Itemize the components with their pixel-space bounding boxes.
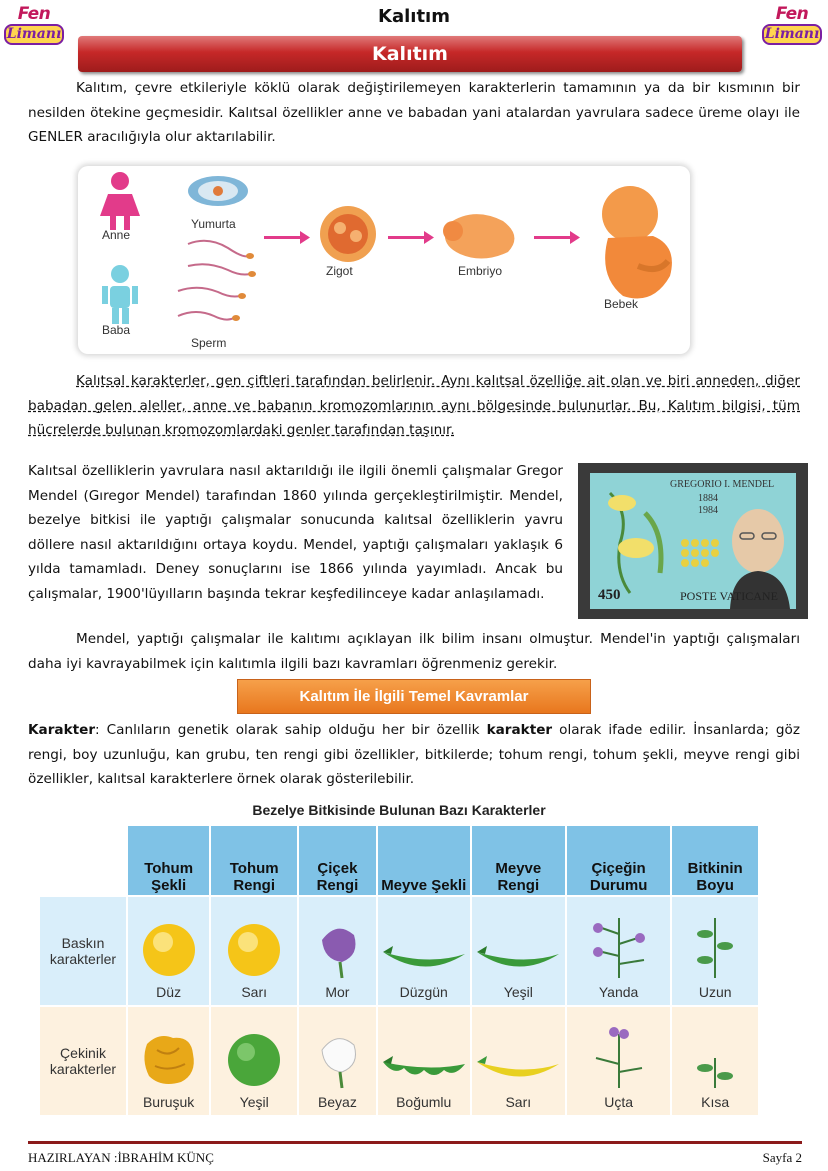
cell-label: Yanda [598, 984, 639, 1000]
cell-label: Buruşuk [142, 1094, 195, 1110]
cell-label: Uçta [604, 1094, 633, 1110]
sperm-icon [178, 241, 256, 321]
stamp-country: POSTE VATICANE [680, 589, 778, 603]
embryo-icon [443, 214, 514, 258]
label-zigot: Zigot [326, 264, 353, 278]
white-flower-icon [312, 1030, 362, 1090]
karakter-paragraph [28, 718, 800, 792]
karakter-text: : Canlıların genetik olarak sahip olduğu her bir özellik [95, 722, 487, 738]
header-cell: Meyve Rengi [471, 825, 566, 896]
footer-page-number: Sayfa 2 [762, 1150, 802, 1165]
cell-label: Beyaz [317, 1094, 357, 1110]
cell-label: Düzgün [399, 984, 448, 1000]
cell-label: Kısa [701, 1094, 730, 1110]
axial-flowers-icon [584, 914, 654, 980]
terminal-flowers-icon [584, 1024, 654, 1090]
table-cell [671, 1006, 759, 1116]
table-cell [471, 896, 566, 1006]
section-title: Kalıtım İle İlgili Temel Kavramlar [237, 679, 591, 714]
constricted-pod-icon [379, 1050, 469, 1090]
egg-icon [188, 176, 248, 206]
header-cell: Bitkinin Boyu [671, 825, 759, 896]
table-cell [210, 896, 298, 1006]
logo-text: Fen [775, 4, 809, 24]
logo-text: Limanı [762, 24, 822, 45]
cell-label: Sarı [505, 1094, 532, 1110]
cell-label: Yeşil [239, 1094, 269, 1110]
table-cell [566, 896, 671, 1006]
round-seed-icon [139, 920, 199, 980]
karakter-bold: karakter [486, 722, 553, 738]
green-pod-icon [473, 940, 563, 980]
logo-text: Limanı [4, 24, 64, 45]
cell-label: Sarı [241, 984, 268, 1000]
cell-label: Yeşil [503, 984, 533, 1000]
table-cell [127, 1006, 210, 1116]
yellow-seed-icon [224, 920, 284, 980]
purple-flower-icon [312, 920, 362, 980]
label-embriyo: Embriyo [458, 264, 503, 278]
karakter-text: olarak ifade edilir. İnsanlarda; göz rengi, boy uzunluğu, kan grubu, ten rengi gibi özellikler, bitkilerde; tohum rengi, tohum şekli, meyve rengi gibi özellikler, kalıtsal karakterlere örnek olarak gösterilebilir. [28, 722, 801, 787]
baby-icon [602, 186, 672, 299]
table-cell [377, 1006, 471, 1116]
row-label-dominant: Baskın karakterler [39, 896, 127, 1006]
table-cell [210, 1006, 298, 1116]
underlined-paragraph: Kalıtsal karakterler, gen çiftleri tarafından belirlenir. Aynı kalıtsal özelliğe ait olan ve biri anneden, diğer babadan gelen aleller, anne ve babanın kromozomlarının aynı bölgesinde bulunurlar. Bu, Kalıtım bilgisi, tüm hücrelerde bulunan kromozomlardaki genler tarafından taşınır. [28, 373, 800, 438]
zygote-icon [320, 206, 376, 262]
cell-label: Boğumlu [396, 1094, 452, 1110]
label-yumurta: Yumurta [191, 217, 236, 231]
yellow-pod-icon [473, 1050, 563, 1090]
mendel-stamp [578, 463, 808, 619]
cell-label: Düz [156, 984, 182, 1000]
cell-label: Uzun [698, 984, 732, 1000]
karakter-term: Karakter [28, 722, 96, 738]
table-cell [298, 1006, 377, 1116]
mendel-paragraph: Kalıtsal özelliklerin yavrulara nasıl aktarıldığı ile ilgili önemli çalışmalar Gregor Mendel (Gıregor Mendel) tarafından 1860 yılında gerçekleştirilmiştir. Mendel, bezelye bitkisi ile yaptığı çalışmalar sonucunda kalıtsal özelliklerin yavru döllere nasıl aktarıldığını ortaya koydu. Mendel, yaptığı çalışmaları yaklaşık 6 yılda tamamladı. Deney sonuçlarını ise 1866 yılında yayımladı. Ancak bu çalışmalar, 1900'lüyılların başında tekrar keşfedilinceye kadar anlaşılamadı. [28, 463, 563, 602]
mendel-paragraph-2: Mendel, yaptığı çalışmalar ile kalıtımı açıklayan ilk bilim insanı olmuştur. Mendel'in yaptığı çalışmaları daha iyi kavrayabilmek için kalıtımla ilgili bazı kavramları öğrenmeniz gerekir. [28, 631, 800, 672]
green-seed-icon [224, 1030, 284, 1090]
stamp-year-2: 1984 [698, 505, 718, 516]
footer-divider [28, 1141, 802, 1144]
page-title: Kalıtım [378, 6, 450, 27]
row-label-recessive: Çekinik karakterler [39, 1006, 127, 1116]
mother-icon [100, 172, 140, 230]
short-plant-icon [690, 1050, 740, 1090]
label-anne: Anne [102, 228, 131, 242]
stamp-value: 450 [598, 587, 621, 603]
header-cell: Tohum Rengi [210, 825, 298, 896]
table-corner [39, 825, 127, 896]
header-cell: Tohum Şekli [127, 825, 210, 896]
table-cell [127, 896, 210, 1006]
wrinkled-seed-icon [139, 1030, 199, 1090]
cell-label: Mor [325, 984, 350, 1000]
pea-characters-table [38, 824, 760, 1117]
label-bebek: Bebek [604, 297, 639, 311]
stamp-year-1: 1884 [698, 493, 718, 504]
stamp-name: GREGORIO I. MENDEL [670, 479, 775, 490]
table-cell [566, 1006, 671, 1116]
table-cell [671, 896, 759, 1006]
header-cell: Meyve Şekli [377, 825, 471, 896]
father-icon [102, 265, 138, 324]
table-title: Bezelye Bitkisinde Bulunan Bazı Karakterler [252, 802, 546, 818]
reproduction-diagram [78, 166, 690, 354]
tall-plant-icon [690, 914, 740, 980]
table-cell [298, 896, 377, 1006]
table-cell [377, 896, 471, 1006]
arrow-icons [264, 231, 580, 244]
table-cell [471, 1006, 566, 1116]
header-cell: Çiçek Rengi [298, 825, 377, 896]
pea-plant-icon [608, 493, 661, 593]
label-sperm: Sperm [191, 336, 227, 350]
title-banner: Kalıtım [78, 36, 742, 72]
label-baba: Baba [102, 323, 131, 337]
smooth-pod-icon [379, 940, 469, 980]
footer-author: HAZIRLAYAN :İBRAHİM KÜNÇ [28, 1150, 214, 1165]
logo-text: Fen [17, 4, 51, 24]
header-cell: Çiçeğin Durumu [566, 825, 671, 896]
diagram-illustration [78, 166, 690, 354]
intro-paragraph: Kalıtım, çevre etkileriyle köklü olarak değiştirilemeyen karakterlerin tamamının ya da bir kısmının bir nesilden ötekine geçmesidir. Kalıtsal özellikler anne ve babadan yani atalardan yavrulara sadece üreme olayı ile GENLER aracılığıyla olur aktarılabilir. [28, 80, 800, 145]
pea-dots-icon [681, 539, 719, 567]
